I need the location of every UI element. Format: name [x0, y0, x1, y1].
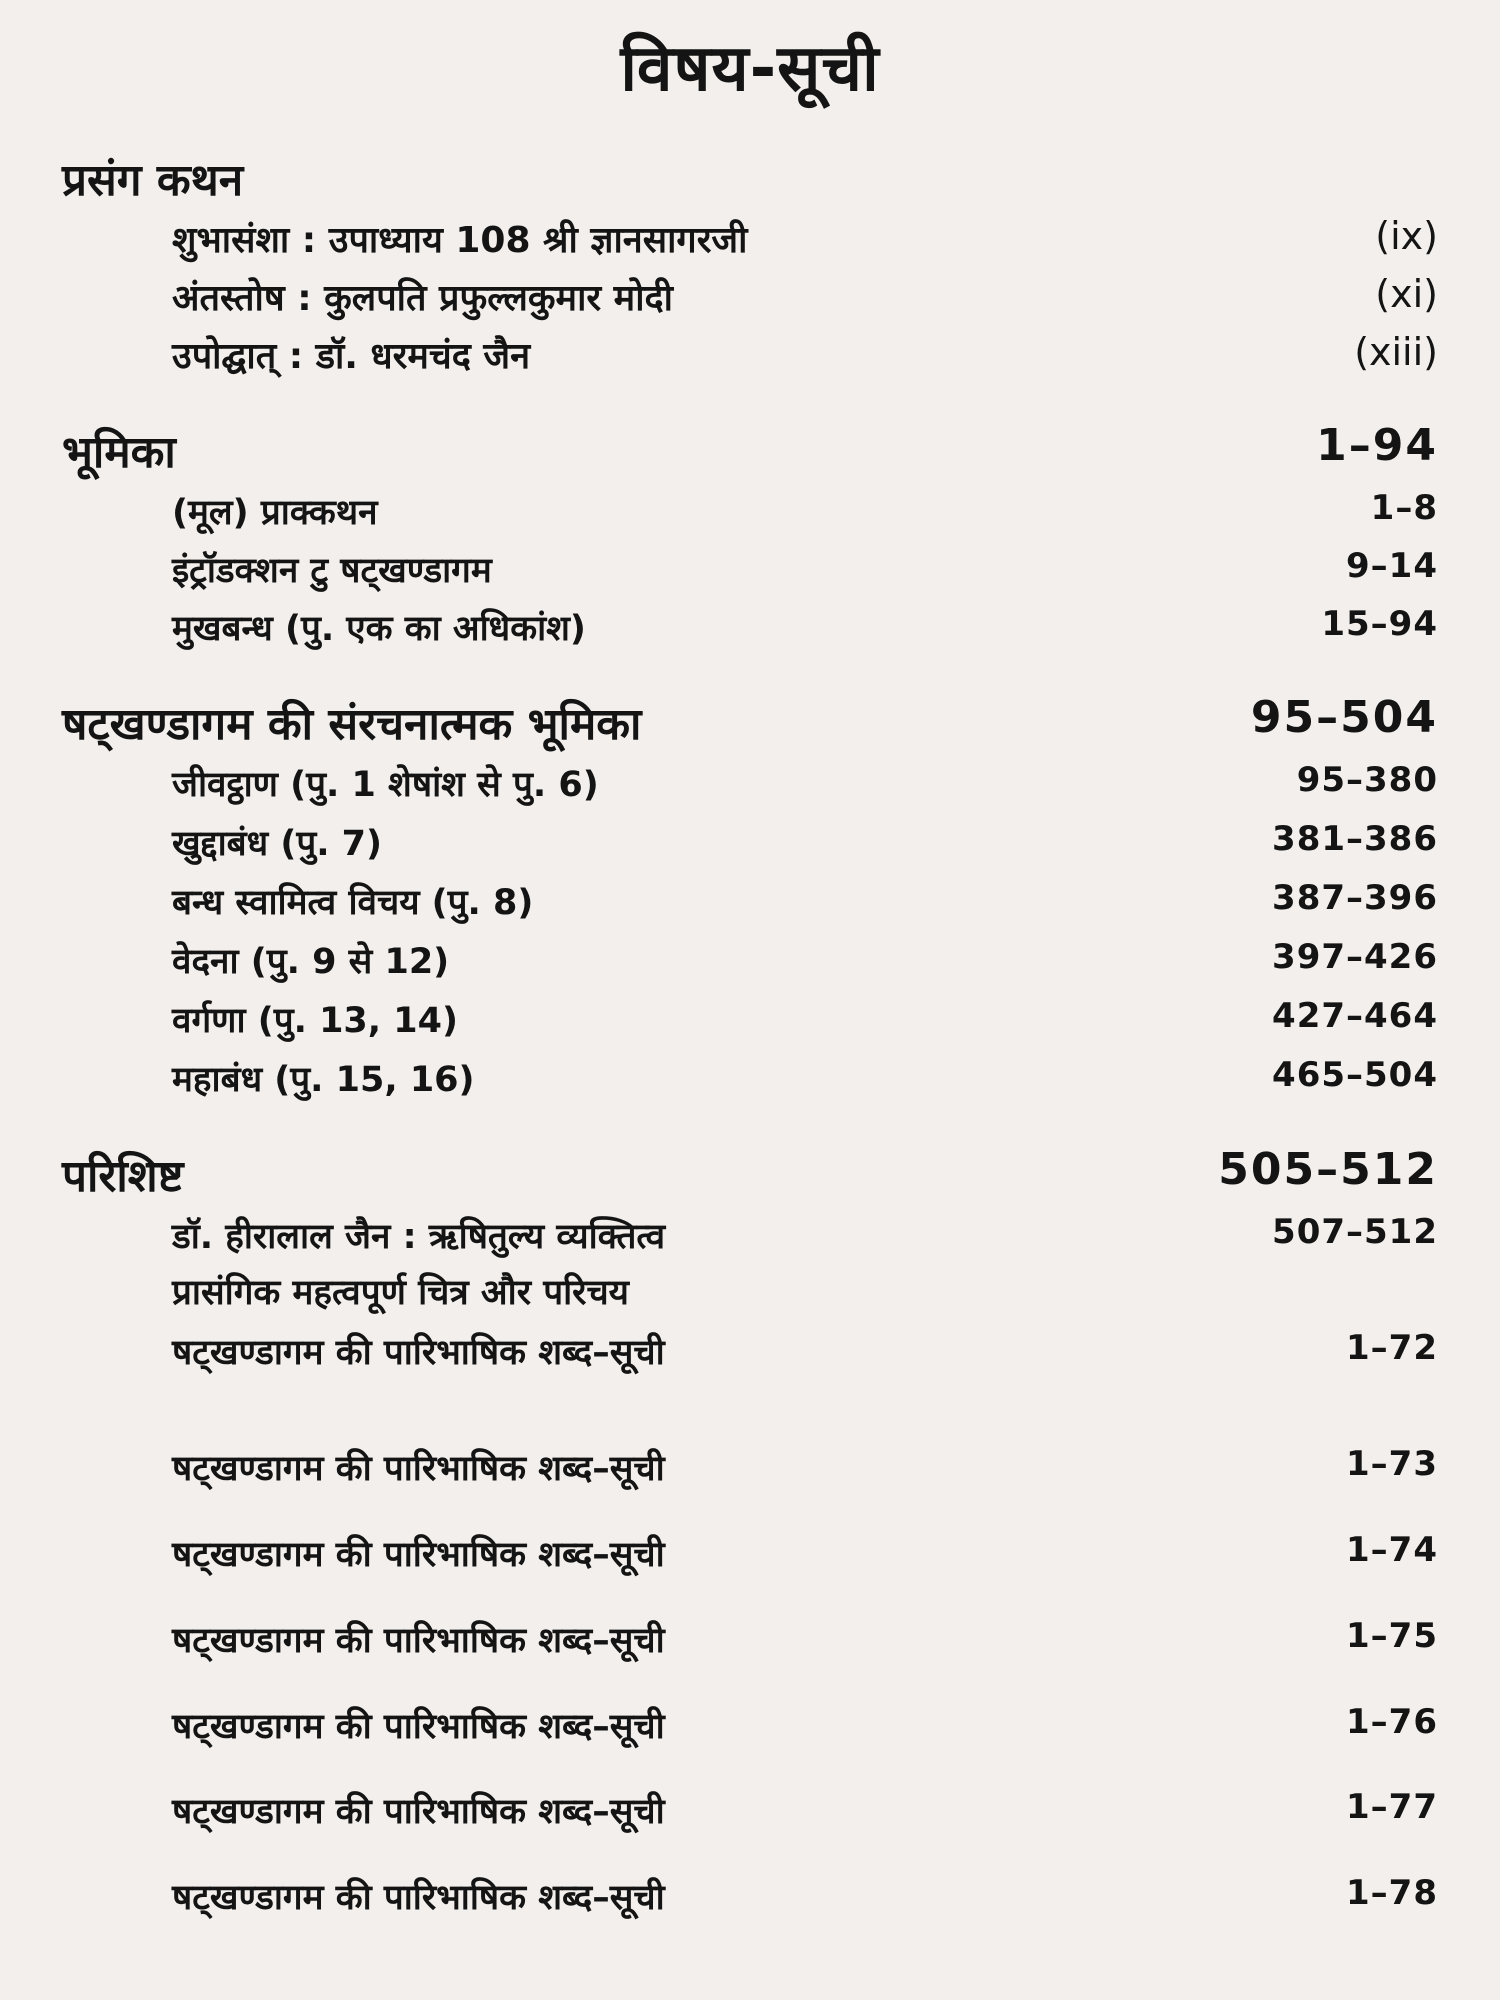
toc-entry [0, 604, 1500, 664]
toc-entry [0, 937, 1500, 997]
page-title: विषय-सूची [620, 32, 880, 106]
entry-title: षट्खण्डागम की पारिभाषिक शब्द–सूची [172, 1535, 665, 1575]
toc-entry [0, 1055, 1500, 1115]
toc-entry [0, 272, 1500, 332]
entry-title: शुभासंशा : उपाध्याय 108 श्री ज्ञानसागरजी [172, 220, 748, 261]
toc-entry [0, 1530, 1500, 1590]
entry-title: प्रासंगिक महत्वपूर्ण चित्र और परिचय [172, 1273, 629, 1313]
entry-page-range: 465–504 [1272, 1055, 1438, 1095]
section-heading-row [0, 1144, 1500, 1204]
entry-page-range: 1–72 [1346, 1328, 1438, 1368]
entry-page-range: 1–77 [1346, 1787, 1438, 1827]
entry-page-range: 387–396 [1272, 878, 1438, 918]
section-page-range: 505–512 [1218, 1144, 1438, 1195]
entry-page-range: 1–73 [1346, 1444, 1438, 1484]
toc-entry [0, 330, 1500, 390]
toc-entry [0, 1616, 1500, 1676]
toc-entry [0, 1787, 1500, 1847]
entry-title: षट्खण्डागम की पारिभाषिक शब्द–सूची [172, 1707, 665, 1747]
entry-title: जीवट्ठाण (पु. 1 शेषांश से पु. 6) [172, 765, 599, 805]
entry-title: बन्ध स्वामित्व विचय (पु. 8) [172, 883, 534, 923]
entry-title: मुखबन्ध (पु. एक का अधिकांश) [172, 609, 586, 649]
toc-entry [0, 878, 1500, 938]
entry-page-range: 507–512 [1272, 1212, 1438, 1252]
toc-entry [0, 1328, 1500, 1388]
entry-title: महाबंध (पु. 15, 16) [172, 1060, 475, 1100]
toc-entry [0, 760, 1500, 820]
toc-entry [0, 546, 1500, 606]
toc-entry [0, 488, 1500, 548]
entry-page-range: 95–380 [1296, 760, 1438, 800]
toc-entry [0, 1444, 1500, 1504]
toc-entry [0, 819, 1500, 879]
entry-page-range: 427–464 [1272, 996, 1438, 1036]
section-heading: भूमिका [62, 427, 176, 478]
entry-title: षट्खण्डागम की पारिभाषिक शब्द–सूची [172, 1449, 665, 1489]
entry-page-range: 1–74 [1346, 1530, 1438, 1570]
entry-title: वेदना (पु. 9 से 12) [172, 942, 450, 982]
entry-page-range: (ix) [1375, 214, 1438, 258]
section-heading: षट्खण्डागम की संरचनात्मक भूमिका [62, 699, 642, 750]
entry-title: षट्खण्डागम की पारिभाषिक शब्द–सूची [172, 1792, 665, 1832]
entry-title: वर्गणा (पु. 13, 14) [172, 1001, 458, 1041]
entry-title: षट्खण्डागम की पारिभाषिक शब्द–सूची [172, 1878, 665, 1918]
section-heading-row [0, 148, 1500, 208]
toc-entry [0, 1212, 1500, 1272]
entry-page-range: 397–426 [1272, 937, 1438, 977]
entry-title: खुद्दाबंध (पु. 7) [172, 824, 383, 864]
entry-page-range: (xiii) [1354, 330, 1438, 374]
entry-title: उपोद्घात् : डॉ. धरमचंद जैन [172, 336, 531, 377]
section-page-range: 95–504 [1250, 692, 1438, 743]
entry-title: षट्खण्डागम की पारिभाषिक शब्द–सूची [172, 1621, 665, 1661]
entry-page-range: 1–76 [1346, 1702, 1438, 1742]
entry-page-range: 1–8 [1370, 488, 1438, 528]
entry-page-range: 9–14 [1346, 546, 1438, 586]
toc-entry [0, 1873, 1500, 1933]
entry-page-range: 15–94 [1321, 604, 1438, 644]
section-heading: प्रसंग कथन [62, 155, 244, 206]
section-heading: परिशिष्ट [62, 1151, 184, 1202]
toc-entry [0, 214, 1500, 274]
toc-entry [0, 1268, 1500, 1328]
entry-page-range: (xi) [1375, 272, 1438, 316]
entry-title: षट्खण्डागम की पारिभाषिक शब्द–सूची [172, 1333, 665, 1373]
entry-title: अंतस्तोष : कुलपति प्रफुल्लकुमार मोदी [172, 278, 673, 319]
section-heading-row [0, 692, 1500, 752]
toc-entry [0, 996, 1500, 1056]
entry-title: (मूल) प्राक्कथन [172, 493, 378, 533]
entry-page-range: 1–75 [1346, 1616, 1438, 1656]
toc-entry [0, 1702, 1500, 1762]
entry-title: इंट्रॉडक्शन टु षट्खण्डागम [172, 551, 492, 591]
section-heading-row [0, 420, 1500, 480]
entry-page-range: 1–78 [1346, 1873, 1438, 1913]
section-page-range: 1–94 [1316, 420, 1438, 471]
entry-page-range: 381–386 [1272, 819, 1438, 859]
entry-title: डॉ. हीरालाल जैन : ऋषितुल्य व्यक्तित्व [172, 1217, 666, 1257]
